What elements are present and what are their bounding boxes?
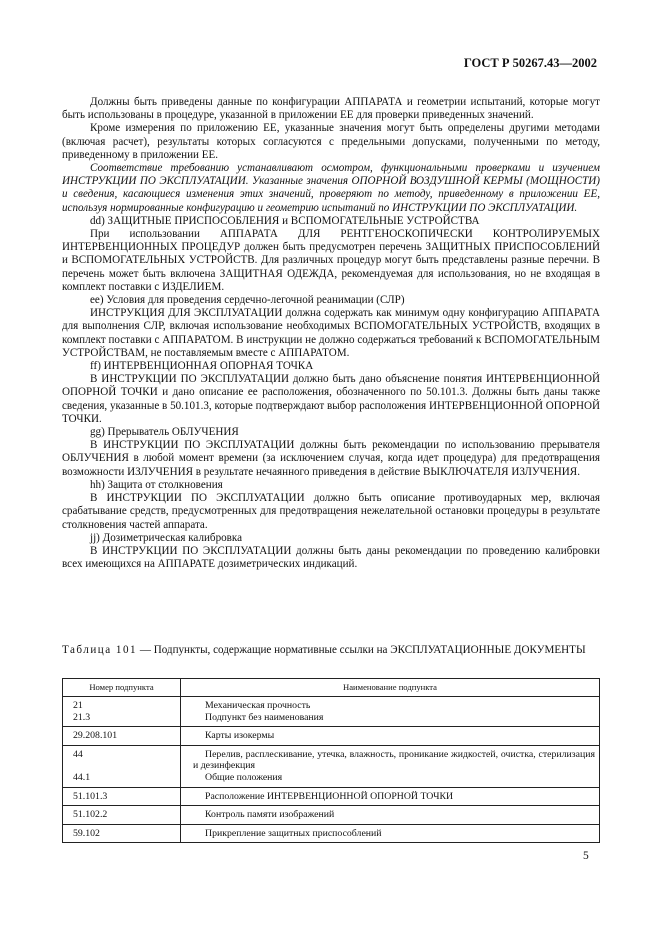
- references-table: [62, 678, 600, 843]
- column-header-name: Наименование подпункта: [181, 679, 600, 697]
- name-value: Общие положения: [205, 771, 283, 783]
- number-value: 21: [73, 700, 83, 711]
- table-header-row: [63, 679, 600, 697]
- cell-name: [181, 806, 600, 825]
- document-header: ГОСТ Р 50267.43—2002: [463, 56, 597, 70]
- cell-name: [181, 727, 600, 746]
- cell-number: [63, 787, 181, 806]
- paragraph: Кроме измерения по приложению ЕЕ, указанные значения могут быть определены другими методами (включая расчет), результаты которых согласуются с предельными допусками, полученными по методу, приведенному в приложении ЕЕ.: [62, 122, 600, 161]
- cell-name: [181, 824, 600, 843]
- spacer: [73, 760, 176, 772]
- paragraph: В ИНСТРУКЦИИ ПО ЭКСПЛУАТАЦИИ должно быть описание противоударных мер, включая срабатывание средств, предусмотренных для предотвращения нежелательной остановки процедуры в результате столкновения частей аппарата.: [62, 492, 600, 531]
- table-row: [63, 727, 600, 746]
- paragraph: Должны быть приведены данные по конфигурации АППАРАТА и геометрии испытаний, которые могут быть использованы в процедуре, указанной в приложении ЕЕ для проверки приведенных значений.: [62, 96, 600, 122]
- table-caption: [62, 644, 600, 657]
- paragraph: В ИНСТРУКЦИИ ПО ЭКСПЛУАТАЦИИ должно быть дано объяснение понятия ИНТЕРВЕНЦИОННОЙ ОПОРНОЙ ТОЧКИ и дано описание ее расположения, обозначенного по 50.101.3. Должны быть даны также сведения, указанные в 50.101.3, которые подтверждают выбор расположения ИНТЕРВЕНЦИОННОЙ ОПОРНОЙ ТОЧКИ.: [62, 373, 600, 425]
- number-value: 51.101.3: [73, 790, 108, 802]
- column-header-number: Номер подпункта: [63, 679, 181, 697]
- number-value: 59.102: [73, 827, 100, 839]
- cell-number: [63, 806, 181, 825]
- subclause-heading-ee: ee) Условия для проведения сердечно-легочной реанимации (СЛР): [90, 294, 405, 307]
- paragraph: ИНСТРУКЦИЯ ДЛЯ ЭКСПЛУАТАЦИИ должна содержать как минимум одну конфигурацию АППАРАТА для выполнения СЛР, включая использование необходимых ВСПОМОГАТЕЛЬНЫХ УСТРОЙСТВ, входящих в комплект поставки с АППАРАТОМ. В инструкции не должно содержаться требований к ВСПОМОГАТЕЛЬНЫМ УСТРОЙСТВАМ, не поставляемым вместе с АППАРАТОМ.: [62, 307, 600, 359]
- document-body: [62, 96, 600, 571]
- table-row: [63, 697, 600, 727]
- cell-number: [63, 745, 181, 787]
- table-row: [63, 806, 600, 825]
- table-caption-text: — Подпункты, содержащие нормативные ссылки на ЭКСПЛУАТАЦИОННЫЕ ДОКУМЕНТЫ: [137, 644, 586, 656]
- table-row: [63, 824, 600, 843]
- cell-name: [181, 697, 600, 727]
- subclause-heading-dd: dd) ЗАЩИТНЫЕ ПРИСПОСОБЛЕНИЯ и ВСПОМОГАТЕЛЬНЫЕ УСТРОЙСТВА: [90, 214, 480, 227]
- name-value: Карты изокермы: [205, 730, 275, 742]
- table-row: [63, 745, 600, 787]
- page-number: 5: [583, 850, 589, 862]
- cell-name: [181, 787, 600, 806]
- paragraph: В ИНСТРУКЦИИ ПО ЭКСПЛУАТАЦИИ должны быть рекомендации по использованию прерывателя ОБЛУЧЕНИЯ в любой момент времени (за исключением случая, когда идет процедура) для предотвращения возможности ИЗЛУЧЕНИЯ в результате нечаянного приведения в действие ВЫКЛЮЧАТЕЛЯ ИЗЛУЧЕНИЯ.: [62, 439, 600, 478]
- number-value: 44: [73, 748, 83, 760]
- table-row: [63, 787, 600, 806]
- paragraph: При использовании АППАРАТА ДЛЯ РЕНТГЕНОСКОПИЧЕСКИ КОНТРОЛИРУЕМЫХ ИНТЕРВЕНЦИОННЫХ ПРОЦЕДУР должен быть предусмотрен перечень ЗАЩИТНЫХ ПРИСПОСОБЛЕНИЙ и ВСПОМОГАТЕЛЬНЫХ УСТРОЙСТВ. Для различных процедур могут быть представлены разные перечни. В перечень может быть включена ЗАЩИТНАЯ ОДЕЖДА, рекомендуемая для использования, но не входящая в комплект поставки с ИЗДЕЛИЕМ.: [62, 228, 600, 293]
- name-value: Перелив, расплескивание, утечка, влажность, проникание жидкостей, очистка, стерилизация и дезинфекция: [193, 748, 595, 772]
- compliance-paragraph: Соответствие требованию устанавливают осмотром, функциональными проверками и изучением ИНСТРУКЦИИ ПО ЭКСПЛУАТАЦИИ. Указанные значения ОПОРНОЙ ВОЗДУШНОЙ КЕРМЫ (МОЩНОСТИ) и сведения, касающиеся изменения этих значений, проверяют по методу, приведенному в приложении ЕЕ, используя нормированные конфигурацию и геометрию испытаний по ИНСТРУКЦИИ ПО ЭКСПЛУАТАЦИИ.: [62, 162, 600, 214]
- number-value: 51.102.2: [73, 809, 108, 821]
- name-value: Расположение ИНТЕРВЕНЦИОННОЙ ОПОРНОЙ ТОЧКИ: [205, 790, 454, 802]
- number-value: 29.208.101: [73, 730, 118, 742]
- cell-number: [63, 697, 181, 727]
- cell-name: [181, 745, 600, 787]
- subclause-heading-ff: ff) ИНТЕРВЕНЦИОННАЯ ОПОРНАЯ ТОЧКА: [90, 360, 314, 373]
- cell-number: [63, 824, 181, 843]
- cell-number: [63, 727, 181, 746]
- subclause-heading-jj: jj) Дозиметрическая калибровка: [90, 531, 243, 544]
- paragraph: В ИНСТРУКЦИИ ПО ЭКСПЛУАТАЦИИ должны быть даны рекомендации по проведению калибровки всех имеющихся на АППАРАТЕ дозиметрических индикаций.: [62, 544, 600, 571]
- table-caption-label: Таблица 101: [62, 644, 138, 656]
- name-value: Механическая прочность: [205, 700, 311, 711]
- number-value: 21.3: [73, 711, 91, 723]
- subclause-heading-gg: gg) Прерыватель ОБЛУЧЕНИЯ: [90, 426, 239, 439]
- subclause-heading-hh: hh) Защита от столкновения: [90, 478, 223, 491]
- name-value: Контроль памяти изображений: [205, 809, 335, 821]
- name-value: Подпункт без наименования: [205, 711, 324, 723]
- name-value: Прикрепление защитных приспособлений: [205, 827, 382, 839]
- number-value: 44.1: [73, 771, 91, 783]
